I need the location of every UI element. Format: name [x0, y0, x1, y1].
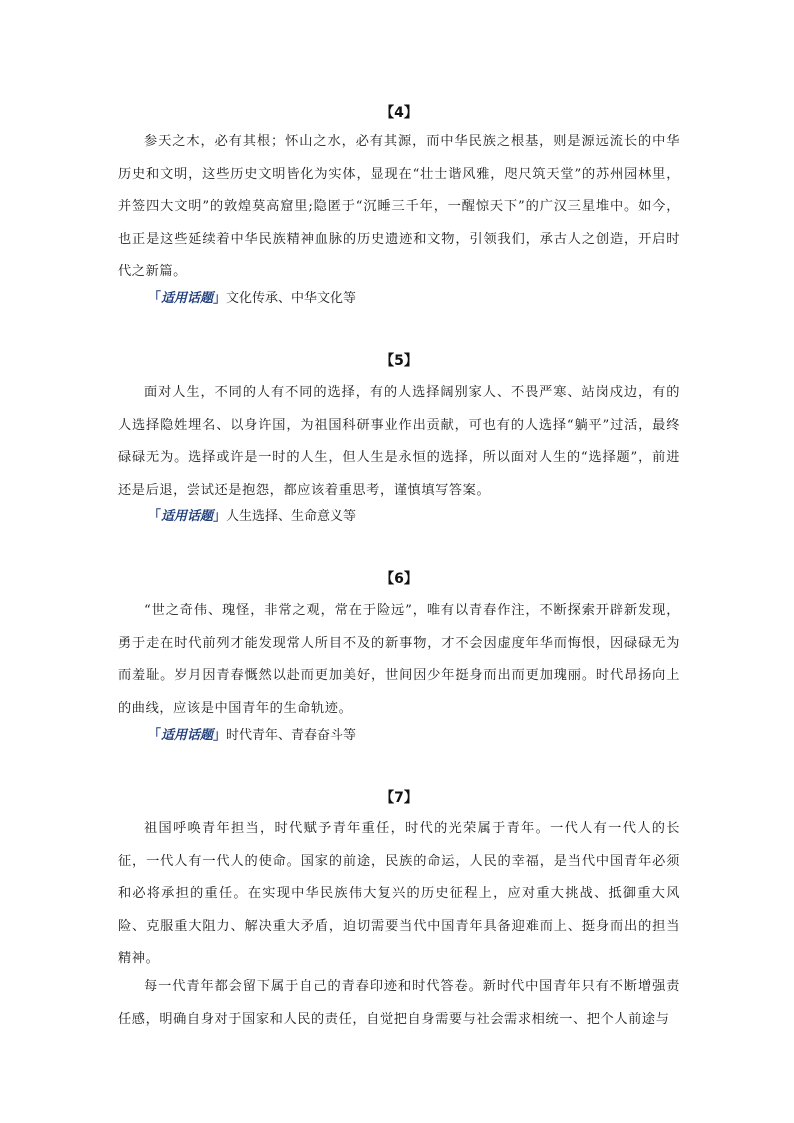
topic-list: 文化传承、中华文化等 [226, 291, 357, 306]
section-4-heading: 【4】 [380, 105, 418, 121]
section-5-topic-line [148, 508, 356, 526]
topic-list: 时代青年、青春奋斗等 [226, 728, 357, 743]
section-4-paragraph: 参天之木，必有其根；怀山之水，必有其源，而中华民族之根基，则是源远流长的中华历史和文明，这些历史文明皆化为实体，显现在“壮士谐风雅，咫尺筑天堂”的苏州园林里，并签四大文明”的敦煌莫高窟里;隐匿于“沉睡三千年，一醒惊天下”的广汉三星堆中。如今，也正是这些延续着中华民族精神血脉的历史遗迹和文物，引领我们，承古人之创造，开启时代之新篇。 [118, 134, 680, 279]
section-7-paragraph-2: 每一代青年都会留下属于自己的青春印迹和时代答卷。新时代中国青年只有不断增强责任感，明确自身对于国家和人民的责任，自觉把自身需要与社会需求相统一、把个人前途与 [118, 979, 680, 1027]
section-7-paragraph: 祖国呼唤青年担当，时代赋予青年重任，时代的光荣属于青年。一代人有一代人的长征，一代人有一代人的使命。国家的前途，民族的命运，人民的幸福，是当代中国青年必须和必将承担的重任。在实现中华民族伟大复兴的历史征程上，应对重大挑战、抵御重大风险、克服重大阻力、解决重大矛盾，迫切需要当代中国青年具备迎难而上、挺身而出的担当精神。 [118, 821, 680, 966]
topic-bracket-close: 」 [213, 509, 227, 524]
section-5-heading: 【5】 [380, 353, 418, 369]
section-6-topic-line [148, 727, 356, 745]
section-4-topic-line [148, 290, 356, 308]
topic-label: 适用话题 [161, 291, 214, 306]
topic-bracket-close: 」 [213, 291, 227, 306]
topic-label: 适用话题 [161, 728, 214, 743]
topic-list: 人生选择、生命意义等 [226, 509, 357, 524]
topic-bracket-close: 」 [213, 728, 227, 743]
topic-bracket-open: 「 [148, 291, 162, 306]
topic-bracket-open: 「 [148, 728, 162, 743]
section-6-heading: 【6】 [380, 571, 418, 587]
topic-bracket-open: 「 [148, 509, 162, 524]
section-5-paragraph: 面对人生，不同的人有不同的选择，有的人选择阔别家人、不畏严寒、站岗戍边，有的人选择隐姓埋名、以身许国，为祖国科研事业作出贡献，可也有的人选择“躺平”过活，最终碌碌无为。选择或许是一时的人生，但人生是永恒的选择，所以面对人生的“选择题”，前进还是后退，尝试还是抱怨，都应该着重思考，谨慎填写答案。 [118, 385, 680, 498]
section-7-heading: 【7】 [380, 790, 418, 806]
section-6-paragraph: “世之奇伟、瑰怪，非常之观，常在于险远”，唯有以青春作注，不断探索开辟新发现，勇于走在时代前列才能发现常人所目不及的新事物，才不会因虚度年华而悔恨，因碌碌无为而羞耻。岁月因青春慨然以赴而更加美好，世间因少年挺身而出而更加瑰丽。时代昂扬向上的曲线，应该是中国青年的生命轨迹。 [118, 603, 680, 716]
topic-label: 适用话题 [161, 509, 214, 524]
